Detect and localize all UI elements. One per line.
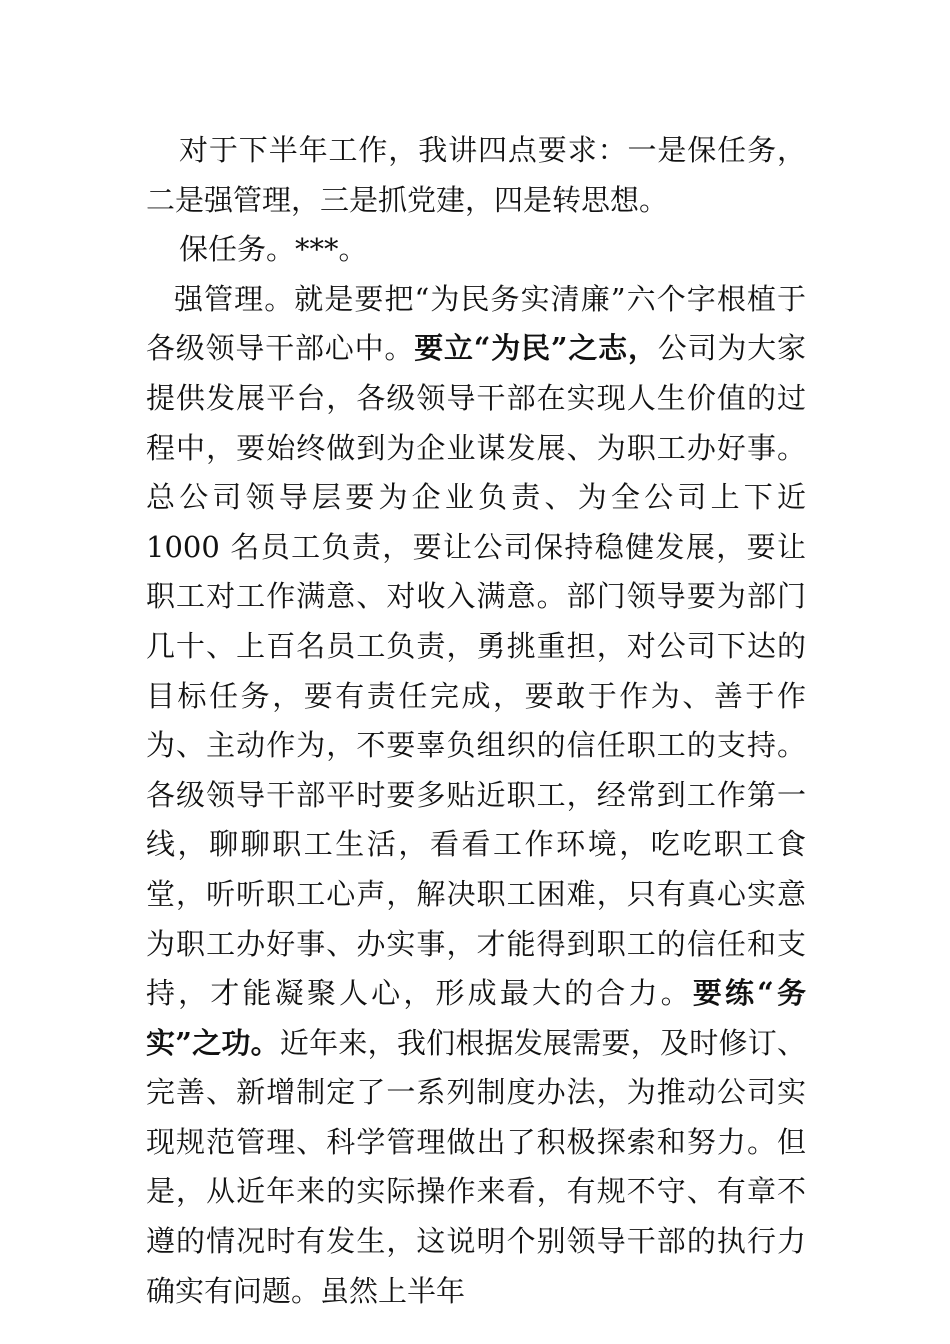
bold-heading-pragmatic: 要练“务实”之功。	[146, 976, 806, 1060]
paragraph-strengthen-management	[146, 275, 806, 1316]
paragraph-text-segment: 强管理。就是要把“为民务实清廉”六个字根植于各级领导干部心中。	[146, 281, 806, 366]
bold-heading-for-the-people: 要立“为民”之志，	[414, 331, 658, 366]
paragraph-text-segment: 公司为大家提供发展平台，各级领导干部在实现人生价值的过程中，要始终做到为企业谋发展、为职工办好事。总公司领导层要为企业负责、为全公司上下近 1000 名员工负责，要让公司保持稳健发展，要让职工对工作满意、对收入满意。部门领导要为部门几十、上百名员工负责，勇挑重担，对公司下达的目标任务，要有责任完成，要敢于作为、善于作为、主动作为，不要辜负组织的信任职工的支持。各级领导干部平时要多贴近职工，经常到工作第一线，聊聊职工生活，看看工作环境，吃吃职工食堂，听听职工心声，解决职工困难，只有真心实意为职工办好事、办实事，才能得到职工的信任和支持，才能凝聚人心，形成最大的合力。	[146, 331, 806, 1011]
document-body	[146, 126, 806, 1316]
paragraph-ensure-tasks: 保任务。***。	[179, 232, 368, 267]
paragraph-text-segment: 近年来，我们根据发展需要，及时修订、完善、新增制定了一系列制度办法，为推动公司实现规范管理、科学管理做出了积极探索和努力。但是，从近年来的实际操作来看，有规不守、有章不遵的情况时有发生，这说明个别领导干部的执行力确实有问题。虽然上半年	[146, 1025, 806, 1308]
paragraph-work-requirements: 对于下半年工作，我讲四点要求：一是保任务，二是强管理，三是抓党建，四是转思想。	[146, 133, 806, 217]
